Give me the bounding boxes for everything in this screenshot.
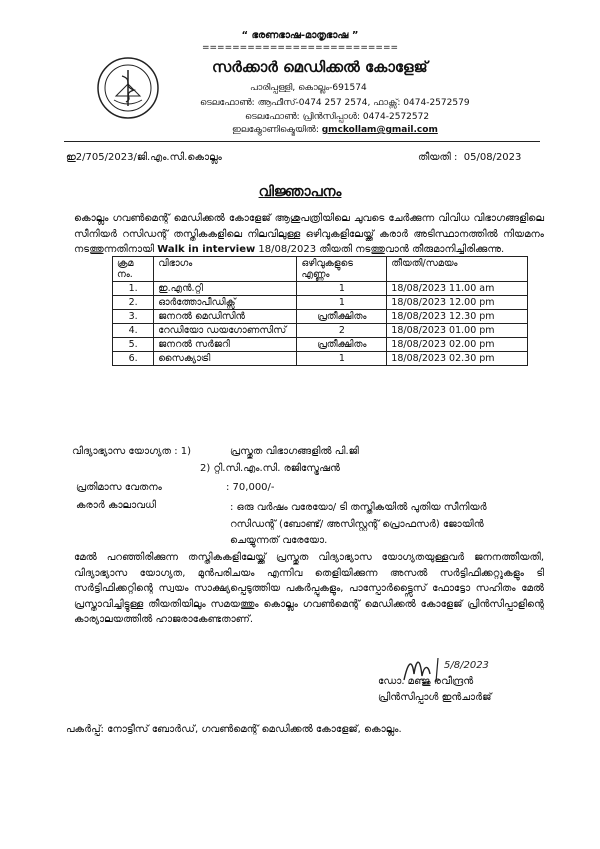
svg-text:5/8/2023: 5/8/2023 bbox=[444, 660, 489, 671]
row-dept: ജനറൽ സർജറി bbox=[154, 338, 297, 352]
table-row bbox=[113, 296, 528, 310]
motto-divider: ========================== bbox=[201, 43, 399, 53]
row-vacancies: 1 bbox=[297, 282, 387, 296]
instructions-paragraph: മേൽ പറഞ്ഞിരിക്കുന്ന തസ്തികകളിലേയ്ക്ക് പ്രസ്തുത വിദ്യാഭ്യാസ യോഗ്യതയുള്ളവർ ജനനത്തീയതി, വിദ്യാഭ്യാസ യോഗ്യത, മുൻപരിചയം എന്നിവ തെളിയിക്കുന്ന അസൽ സർട്ടിഫിക്കറ്റുകളും ടി സർട്ടിഫിക്കറ്റിന്റെ സ്വയം സാക്ഷ്യപ്പെടുത്തിയ പകർപ്പുകളും, പാസ്പോർട്ട്സൈസ് ഫോട്ടോ സഹിതം മേൽ പ്രസ്താവിച്ചിട്ടുള്ള തീയതിയിലും സമയത്തും കൊല്ലം ഗവൺമെന്റ് മെഡിക്കൽ കോളേജ് പ്രിൻസിപ്പാളിന്റെ കാര്യാലയത്തിൽ ഹാജരാകേണ്ടതാണ്. bbox=[74, 552, 544, 625]
date-label: തീയതി : bbox=[418, 152, 458, 163]
motto: “ ഭരണഭാഷ-മാതൃഭാഷ ” bbox=[241, 30, 359, 41]
col-header-vacancies: ഒഴിവുകളുടെ എണ്ണം bbox=[297, 257, 387, 282]
row-no: 4. bbox=[113, 324, 154, 338]
row-vacancies: പ്രതീക്ഷിതം bbox=[297, 338, 387, 352]
date-line bbox=[418, 152, 521, 163]
row-vacancies: 1 bbox=[297, 296, 387, 310]
principal-phone: ടെലഫോൺ: പ്രിൻസിപ്പാൾ: 0474-2572572 bbox=[245, 112, 430, 122]
row-no: 3. bbox=[113, 310, 154, 324]
contract-duration-value: : ഒരു വർഷം വരേയോ/ ടി തസ്തികയിൽ പുതിയ സീനിയർ റസിഡന്റ് (ബോണ്ട്/ അസിസ്റ്റന്റ് പ്രൊഫസർ) ജോയിൻ ചെയ്യുന്നത് വരേയോ. bbox=[230, 502, 487, 546]
header-divider bbox=[64, 141, 540, 142]
qualification-item-1: പ്രസ്തുത വിഭാഗങ്ങളിൽ പി.ജി bbox=[230, 446, 359, 457]
notice-heading: വിജ്ഞാപനം bbox=[258, 184, 342, 200]
salary-value: : 70,000/- bbox=[226, 482, 275, 493]
walk-in-interview: Walk in interview bbox=[157, 244, 256, 255]
table-header-row bbox=[113, 257, 528, 282]
signatory-title: പ്രിൻസിപ്പാൾ ഇൻചാർജ് bbox=[378, 692, 492, 703]
table-row bbox=[113, 324, 528, 338]
institution-name: സർക്കാർ മെഡിക്കൽ കോളേജ് bbox=[212, 58, 428, 76]
row-datetime: 18/08/2023 01.00 pm bbox=[387, 324, 528, 338]
office-phone: ടെലഫോൺ: ആഫീസ്-0474 257 2574, ഫാക്സ്: 0474-2572579 bbox=[200, 98, 470, 108]
email-link[interactable]: gmckollam@gmail.com bbox=[321, 125, 438, 135]
file-number: ഇ2/705/2023/ജി.എം.സി.കൊല്ലം bbox=[66, 152, 222, 163]
row-dept: റേഡിയോ ഡയഗോണസിസ് bbox=[154, 324, 297, 338]
row-no: 5. bbox=[113, 338, 154, 352]
row-datetime: 18/08/2023 12.00 pm bbox=[387, 296, 528, 310]
row-datetime: 18/08/2023 12.30 pm bbox=[387, 310, 528, 324]
table-row bbox=[113, 352, 528, 366]
table-row bbox=[113, 282, 528, 296]
col-header-no: ക്രമ നം. bbox=[113, 257, 154, 282]
contract-duration-label: കരാർ കാലാവധി bbox=[76, 500, 156, 511]
table-row bbox=[113, 310, 528, 324]
posts-table bbox=[112, 256, 528, 366]
row-datetime: 18/08/2023 02.30 pm bbox=[387, 352, 528, 366]
email-line bbox=[232, 125, 438, 135]
row-no: 2. bbox=[113, 296, 154, 310]
col-header-datetime: തീയതി/സമയം bbox=[387, 257, 528, 282]
table-row bbox=[113, 338, 528, 352]
institution-address: പാരിപ്പള്ളി, കൊല്ലം-691574 bbox=[250, 83, 367, 93]
row-dept: ജനറൽ മെഡിസിൻ bbox=[154, 310, 297, 324]
signatory-name: ഡോ. മഞ്ജു രവീന്ദ്രൻ bbox=[378, 676, 474, 687]
row-dept: ഇ.എൻ.റ്റി bbox=[154, 282, 297, 296]
qualification-label: വിദ്യാഭ്യാസ യോഗ്യത : 1) bbox=[72, 446, 192, 457]
notice-intro: കൊല്ലം ഗവൺമെന്റ് മെഡിക്കൽ കോളേജ് ആശുപത്രിയിലെ ചുവടെ ചേർക്കുന്ന വിവിധ വിഭാഗങ്ങളിലെ സീനിയർ റസിഡന്റ് തസ്തികകളിലെ നിലവിലുള്ള ഒഴിവുകളിലേയ്ക്ക് കരാർ അടിസ്ഥാനത്തിൽ നിയമനം നടത്തുന്നതിനായി Walk in interview 18/08/2023 തീയതി നടത്തുവാൻ തീരുമാനിച്ചിരിക്കുന്നു. bbox=[74, 213, 544, 255]
qualification-item-2: 2) റ്റി.സി.എം.സി. രജിസ്ട്രേഷൻ bbox=[200, 463, 340, 474]
row-vacancies: 2 bbox=[297, 324, 387, 338]
row-dept: സൈക്യാട്രി bbox=[154, 352, 297, 366]
row-no: 6. bbox=[113, 352, 154, 366]
row-vacancies: പ്രതീക്ഷിതം bbox=[297, 310, 387, 324]
row-no: 1. bbox=[113, 282, 154, 296]
row-vacancies: 1 bbox=[297, 352, 387, 366]
email-label: ഇലക്ട്രോണിക്മെയിൽ: bbox=[232, 125, 322, 135]
row-dept: ഓർത്തോപീഡിക്സ് bbox=[154, 296, 297, 310]
col-header-dept: വിഭാഗം bbox=[154, 257, 297, 282]
copy-to: പകർപ്പ്: നോട്ടീസ് ബോർഡ്, ഗവൺമെന്റ് മെഡിക്കൽ കോളേജ്, കൊല്ലം. bbox=[66, 724, 402, 735]
date-value: 05/08/2023 bbox=[463, 152, 522, 163]
college-emblem-icon bbox=[96, 56, 160, 120]
row-datetime: 18/08/2023 02.00 pm bbox=[387, 338, 528, 352]
row-datetime: 18/08/2023 11.00 am bbox=[387, 282, 528, 296]
salary-label: പ്രതിമാസ വേതനം bbox=[76, 482, 162, 493]
